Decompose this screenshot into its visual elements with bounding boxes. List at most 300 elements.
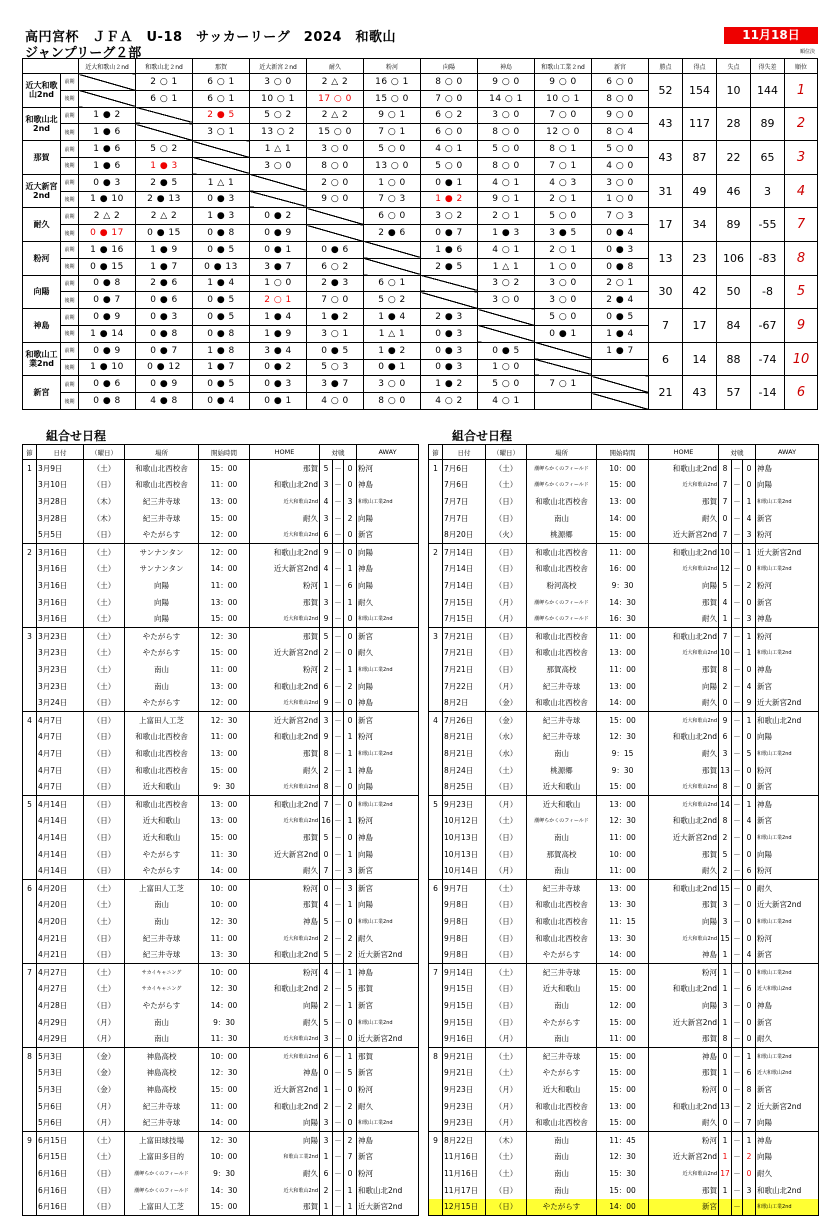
score-dash: － [333,1014,344,1031]
schedule-row [429,1098,819,1115]
venue: 潮岬ちかくのフィールド [125,1182,199,1199]
stat-value: 106 [717,241,751,275]
away-score: 5 [743,745,756,762]
away-team: 粉河 [357,1165,419,1182]
kickoff-time: 14：30 [597,594,649,611]
home-team: 向陽 [250,1131,320,1148]
match-date: 7月15日 [443,611,486,628]
weekday-value: 土 [502,1051,510,1061]
weekday-value: 月 [100,1017,108,1027]
score-cell: 9 ○ 1 [364,107,421,124]
column-team-name: 向陽 [421,59,478,74]
venue: 那賀高校 [527,846,597,863]
match-date: 4月20日 [37,913,84,930]
home-team: 近大和歌山2nd [649,930,719,947]
away-team: 新宮 [756,1081,819,1098]
home-score: 3 [320,594,333,611]
home-score: 5 [320,947,333,964]
kickoff-time: 11：00 [597,829,649,846]
diagonal-cell [79,90,136,107]
schedule-row [429,863,819,880]
venue: 南山 [527,745,597,762]
venue: 南山 [125,678,199,695]
kickoff-time: 15：30 [597,1165,649,1182]
weekday: （土） [486,476,527,493]
weekday-value: 土 [100,564,108,574]
home-score: 5 [719,846,732,863]
home-team: 那賀 [649,762,719,779]
stat-value: -55 [751,208,785,242]
home-team: 近大和歌山2nd [250,1182,320,1199]
standings-row [23,342,818,359]
away-team: 耐久 [756,1031,819,1048]
away-team: 和歌山北2nd [756,711,819,728]
weekday: （土） [486,963,527,980]
schedule-row [429,560,819,577]
home-team: 和歌山北2nd [649,728,719,745]
weekday: （金） [486,711,527,728]
round-number: 1 [23,460,37,477]
score-dash: － [732,1165,743,1182]
score-dash: － [333,611,344,628]
away-team: 耐久 [756,1165,819,1182]
score-dash: － [333,678,344,695]
weekday-value: 日 [502,1185,510,1195]
schedule-row [23,1199,419,1216]
score-dash: － [732,812,743,829]
away-team: 新宮 [756,594,819,611]
match-date: 7月14日 [443,577,486,594]
venue: 潮岬ちかくのフィールド [527,812,597,829]
match-date: 4月7日 [37,711,84,728]
away-score: 0 [743,963,756,980]
diagonal-cell [79,74,136,91]
schedule-row [23,846,419,863]
standings-row [23,208,818,225]
score-cell: 6 ○ 1 [136,90,193,107]
score-dash: － [732,1031,743,1048]
match-date: 6月16日 [37,1199,84,1216]
away-score: 1 [743,711,756,728]
home-team: 那賀 [649,1182,719,1199]
score-cell: 5 ○ 2 [136,141,193,158]
home-score: 1 [719,963,732,980]
schedule-header: 場所 [527,445,597,460]
home-score: 8 [719,812,732,829]
weekday: （日） [486,779,527,796]
half-label: 前期 [61,376,79,393]
score-cell: 3 ○ 0 [478,107,535,124]
schedule-row [23,779,419,796]
score-dash: － [732,543,743,560]
weekday: （日） [84,1182,125,1199]
stat-header: 得点 [683,59,717,74]
weekday: （日） [486,829,527,846]
away-team: 和歌山工業2nd [756,560,819,577]
schedule-row [23,997,419,1014]
home-score: 7 [719,527,732,544]
kickoff-time: 11：00 [597,1031,649,1048]
home-score: 3 [320,711,333,728]
rank-value: 1 [785,74,818,108]
round-number [23,896,37,913]
score-dash: － [333,627,344,644]
away-team: 粉河 [756,577,819,594]
away-team: 神島 [756,795,819,812]
home-score: 1 [320,1081,333,1098]
team-name: 新宮 [23,376,61,410]
score-cell: 3 ○ 0 [364,376,421,393]
half-label: 前期 [61,141,79,158]
away-score: 0 [743,896,756,913]
score-cell: 1 ● 10 [79,191,136,208]
half-label: 前期 [61,342,79,359]
weekday: （日） [84,812,125,829]
score-cell: 0 ● 5 [193,241,250,258]
home-team: 和歌山北2nd [649,812,719,829]
venue: 上富田人工芝 [125,1199,199,1216]
match-date: 11月16日 [443,1165,486,1182]
away-team: 新宮 [357,527,419,544]
away-team: 和歌山工業2nd [357,493,419,510]
round-number [429,678,443,695]
schedule-row [23,527,419,544]
away-team: 耐久 [357,594,419,611]
weekday: （土） [84,980,125,997]
venue: 潮岬ちかくのフィールド [527,594,597,611]
column-team-name: 那賀 [193,59,250,74]
stat-value: 50 [717,275,751,309]
home-score [719,1199,732,1216]
schedule-row [429,879,819,896]
home-team: 那賀 [250,745,320,762]
match-date: 7月7日 [443,493,486,510]
score-cell: 1 ● 2 [79,107,136,124]
home-team: 粉河 [250,879,320,896]
round-number [23,779,37,796]
score-cell: 4 ○ 0 [592,157,649,174]
score-cell: 9 ○ 0 [307,191,364,208]
score-dash: － [732,594,743,611]
round-number: 2 [23,543,37,560]
score-cell: 1 ● 7 [136,258,193,275]
schedule-row [23,644,419,661]
home-team: 那賀 [250,594,320,611]
round-number [429,1199,443,1216]
weekday: （日） [84,711,125,728]
weekday-value: 日 [502,933,510,943]
kickoff-time: 14：00 [597,1199,649,1216]
weekday: （水） [486,728,527,745]
schedule-row [429,678,819,695]
diagonal-cell [193,141,250,158]
weekday-value: 日 [502,513,510,523]
home-team: 向陽 [649,997,719,1014]
score-cell: 0 ● 7 [136,342,193,359]
round-number [23,762,37,779]
match-date: 3月24日 [37,695,84,712]
away-score: 0 [344,543,357,560]
kickoff-time: 15：00 [597,1182,649,1199]
score-cell: 2 ● 5 [193,107,250,124]
weekday: （日） [486,1014,527,1031]
away-score: 4 [743,510,756,527]
column-team-name: 近大新宮２nd [250,59,307,74]
standings-row [23,107,818,124]
score-cell: 1 △ 1 [478,258,535,275]
weekday-value: 金 [100,1084,108,1094]
weekday: （日） [84,846,125,863]
round-number [429,661,443,678]
weekday-value: 日 [502,631,510,641]
away-team: 神島 [357,963,419,980]
away-team: 向陽 [357,779,419,796]
match-date: 4月7日 [37,762,84,779]
weekday-value: 土 [100,967,108,977]
home-team: 耐久 [649,611,719,628]
schedule-table-right [428,444,819,1216]
score-dash: － [732,1115,743,1132]
kickoff-time: 15：00 [199,644,250,661]
score-dash: － [333,1165,344,1182]
kickoff-time: 13：30 [199,947,250,964]
score-cell: 3 ○ 0 [250,157,307,174]
schedule-row [429,1047,819,1064]
away-score: 1 [344,745,357,762]
away-team: 粉河 [357,1081,419,1098]
home-team: 近大和歌山2nd [250,812,320,829]
away-team: 和歌山北2nd [756,1182,819,1199]
away-team: 神島 [357,476,419,493]
round-number [23,1148,37,1165]
score-cell: 0 ● 2 [250,359,307,376]
away-team: 粉河 [756,762,819,779]
score-dash: － [333,493,344,510]
home-team: 耐久 [649,695,719,712]
away-team: 和歌山工業2nd [756,745,819,762]
stat-value: 144 [751,74,785,108]
away-team: 向陽 [756,1148,819,1165]
schedule-row [429,930,819,947]
kickoff-time: 15：00 [199,510,250,527]
team-name: 向陽 [23,275,61,309]
weekday: （日） [486,543,527,560]
match-date: 3月28日 [37,493,84,510]
away-score: 3 [344,863,357,880]
weekday: （土） [84,1131,125,1148]
stat-header: 得失差 [751,59,785,74]
weekday-value: 月 [502,597,510,607]
score-dash: － [333,963,344,980]
score-dash: － [333,863,344,880]
round-number [23,1199,37,1216]
score-cell: 0 ● 8 [193,325,250,342]
round-number [23,678,37,695]
weekday-value: 土 [100,984,108,994]
score-cell: 1 ● 7 [193,359,250,376]
match-date: 6月15日 [37,1131,84,1148]
weekday: （土） [84,661,125,678]
score-cell: 0 ● 6 [79,376,136,393]
score-cell: 0 ● 3 [250,376,307,393]
match-date: 9月23日 [443,795,486,812]
schedule-row [23,577,419,594]
score-cell: 0 ● 12 [136,359,193,376]
weekday-value: 日 [502,664,510,674]
score-dash: － [732,829,743,846]
match-date: 4月7日 [37,745,84,762]
score-dash: － [732,661,743,678]
match-date: 12月15日 [443,1199,486,1216]
away-score: 1 [743,644,756,661]
score-cell: 10 ○ 1 [535,90,592,107]
weekday-value: 月 [100,1034,108,1044]
kickoff-time: 15：00 [199,1081,250,1098]
match-date: 9月23日 [443,1115,486,1132]
team-name: 和歌山北2nd [23,107,61,141]
venue: 和歌山北西校舎 [527,543,597,560]
home-team: 向陽 [649,678,719,695]
schedule-row [23,1182,419,1199]
match-date: 4月21日 [37,930,84,947]
round-number [23,1014,37,1031]
home-score: 2 [320,980,333,997]
venue: 南山 [527,829,597,846]
away-team: 新宮 [756,947,819,964]
score-dash: － [732,1047,743,1064]
weekday: （土） [84,644,125,661]
kickoff-time: 12：00 [199,527,250,544]
away-score: 2 [743,1148,756,1165]
score-cell: 15 ○ 0 [364,90,421,107]
away-team: 新宮 [357,997,419,1014]
round-number [429,560,443,577]
home-score: 7 [719,493,732,510]
schedule-row [23,1064,419,1081]
schedule-row [429,812,819,829]
kickoff-time: 11：30 [199,846,250,863]
round-number [429,644,443,661]
score-cell: 14 ○ 1 [478,90,535,107]
round-number: 7 [429,963,443,980]
home-score: 6 [320,678,333,695]
schedule-row [23,762,419,779]
kickoff-time: 15：00 [597,1081,649,1098]
match-date: 7月21日 [443,644,486,661]
home-team: 向陽 [649,577,719,594]
away-score: 1 [743,795,756,812]
score-dash: － [732,1199,743,1216]
round-number [23,846,37,863]
home-team: 和歌山北2nd [649,543,719,560]
match-date: 4月21日 [37,947,84,964]
weekday-value: 日 [502,547,510,557]
venue: 上富田球技場 [125,1131,199,1148]
round-number [429,493,443,510]
weekday-value: 木 [100,496,108,506]
score-dash: － [333,711,344,728]
away-team: 和歌山工業2nd [756,493,819,510]
home-team: 耐久 [649,1115,719,1132]
round-number [429,779,443,796]
home-score: 2 [320,661,333,678]
weekday-value: 日 [100,732,108,742]
away-score: 2 [344,930,357,947]
score-cell: 1 △ 1 [193,174,250,191]
column-team-name: 近大和歌山２nd [79,59,136,74]
away-score: 1 [743,627,756,644]
away-score: 0 [743,594,756,611]
venue: サカイキャニング [125,980,199,997]
score-cell: 0 ● 8 [79,393,136,410]
home-team: 那賀 [250,1199,320,1216]
away-team: 近大新宮2nd [756,695,819,712]
weekday: （日） [84,745,125,762]
score-cell: 5 ○ 0 [364,141,421,158]
schedule-row [429,1081,819,1098]
score-cell: 15 ○ 0 [307,124,364,141]
venue: やたがらす [125,627,199,644]
home-team: 粉河 [250,963,320,980]
match-date: 5月5日 [37,527,84,544]
stat-value: 17 [649,208,683,242]
kickoff-time: 11：00 [199,577,250,594]
home-team: 向陽 [250,997,320,1014]
weekday: （木） [84,510,125,527]
kickoff-time: 12：30 [199,1064,250,1081]
stat-value: -14 [751,376,785,410]
round-number [23,829,37,846]
venue: 和歌山北西校舎 [527,644,597,661]
score-cell: 5 ○ 0 [478,141,535,158]
score-cell: 0 ● 7 [79,292,136,309]
schedule-row [429,611,819,628]
away-score: 0 [344,1031,357,1048]
home-score: 6 [320,527,333,544]
away-score: 1 [344,1199,357,1216]
score-cell: 2 ○ 1 [535,191,592,208]
home-team: 近大新宮2nd [250,560,320,577]
away-team: 粉河 [357,728,419,745]
match-date: 9月8日 [443,913,486,930]
kickoff-time: 11：00 [597,661,649,678]
score-dash: － [732,1131,743,1148]
round-number [429,1148,443,1165]
score-cell: 2 ● 13 [136,191,193,208]
schedule-header: 日付 [443,445,486,460]
match-date: 8月25日 [443,779,486,796]
score-cell: 6 ○ 0 [592,74,649,91]
score-cell: 4 ○ 1 [478,393,535,410]
venue: 和歌山北西校舎 [527,1115,597,1132]
away-score: 3 [344,879,357,896]
score-dash: － [333,460,344,477]
away-score: 0 [743,779,756,796]
home-team: 近大和歌山2nd [649,476,719,493]
score-dash: － [732,695,743,712]
home-score: 8 [320,779,333,796]
stat-value: 7 [649,309,683,343]
home-score: 6 [320,1047,333,1064]
score-cell: 5 ○ 3 [307,359,364,376]
home-team: 粉河 [250,661,320,678]
round-number [23,611,37,628]
away-score: 0 [344,1014,357,1031]
home-team: 那賀 [649,594,719,611]
away-score: 1 [344,963,357,980]
home-score: 3 [320,1031,333,1048]
weekday: （日） [486,661,527,678]
